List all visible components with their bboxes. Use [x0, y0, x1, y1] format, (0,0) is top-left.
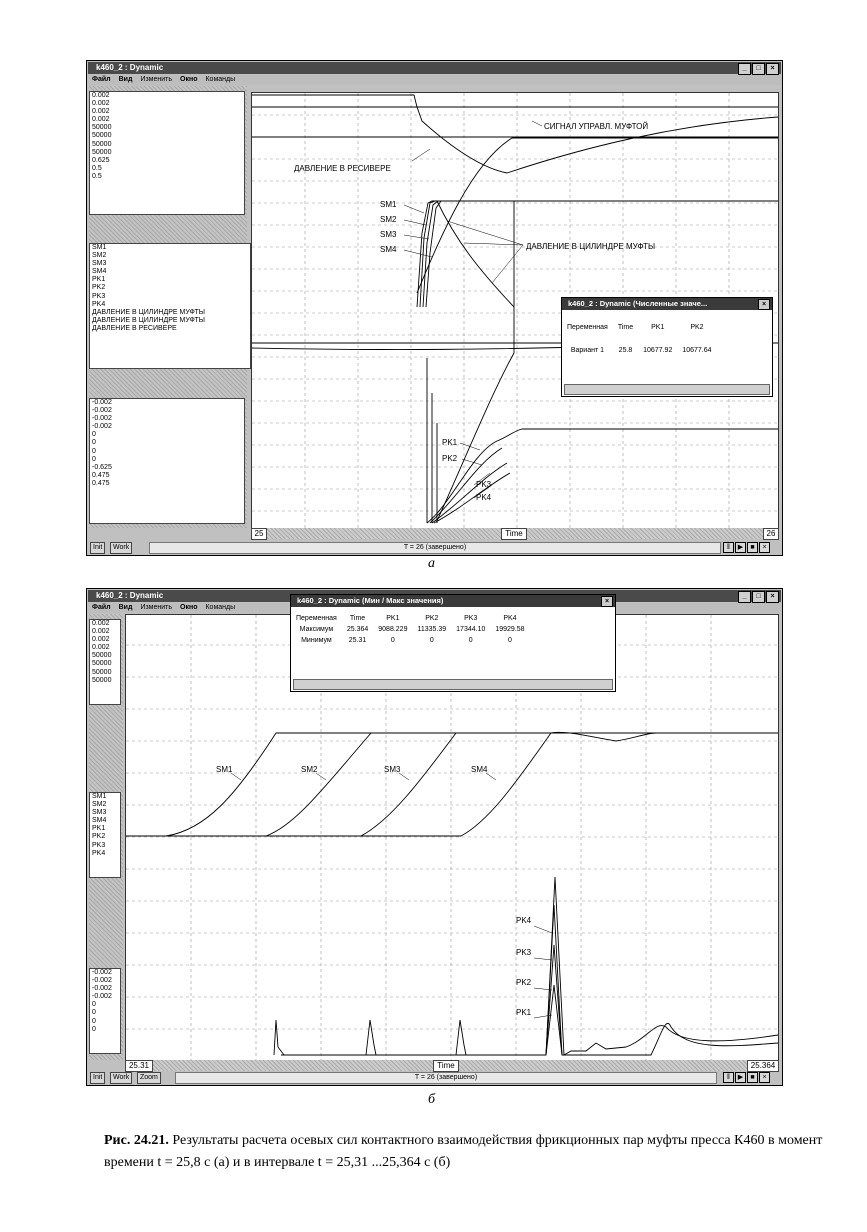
window-a-title: k460_2 : Dynamic — [96, 63, 164, 72]
label-cylinder: ДАВЛЕНИЕ В ЦИЛИНДРЕ МУФТЫ — [526, 242, 656, 251]
window-a-titlebar[interactable] — [88, 62, 781, 74]
table-cell: 0 — [468, 637, 473, 644]
window-b-title: k460_2 : Dynamic — [96, 591, 164, 600]
maximize-icon[interactable]: □ — [752, 591, 765, 603]
sm3-curve — [266, 733, 456, 836]
menu-window[interactable]: Окно — [180, 76, 198, 83]
list-item: 0.002 — [92, 636, 110, 644]
table-header: PK2 — [425, 615, 439, 622]
sm1-curve — [126, 733, 778, 836]
list-item: -0.002 — [92, 423, 112, 431]
list-item: 0.5 — [92, 172, 102, 180]
table-cell: 25.364 — [346, 626, 369, 633]
table-header: PK3 — [464, 615, 478, 622]
curves — [126, 732, 778, 1055]
list-item: 0.475 — [92, 471, 110, 479]
dialog-horizontal-scrollbar[interactable] — [293, 679, 613, 690]
table-cell: 10677.92 — [643, 347, 673, 354]
list-item: -0.625 — [92, 463, 112, 471]
menu-edit[interactable]: Изменить — [140, 76, 173, 83]
pk4-curve — [434, 473, 510, 523]
play-icon[interactable]: ▶ — [735, 542, 746, 553]
table-header: PK1 — [386, 615, 400, 622]
table-header: PK1 — [651, 324, 665, 331]
table-cell: 11335.39 — [417, 626, 447, 633]
list-item: 0 — [92, 1025, 96, 1033]
sm2-curve — [166, 733, 371, 836]
figure-caption-text: Результаты расчета осевых сил контактного взаимодействия фрикционных пар муфты пресса К460 в момент времени t = 25,8 с (а) и в интервале t = 25,31 ...25,364 с (б) — [104, 1133, 823, 1170]
list-item: -0.002 — [92, 985, 112, 993]
label-sm3: SM3 — [384, 765, 401, 774]
table-header: Переменная — [567, 324, 608, 331]
list-item: 0.475 — [92, 479, 110, 487]
list-item: 0.002 — [92, 92, 110, 99]
table-header: Time — [617, 324, 634, 331]
init-button[interactable]: Init — [90, 1072, 105, 1084]
list-item: 0.002 — [92, 116, 110, 124]
numeric-values-table — [562, 322, 717, 356]
list-item: 0 — [92, 439, 96, 447]
table-header-row — [291, 613, 530, 624]
list-item: PK1 — [92, 825, 106, 833]
list-item: ДАВЛЕНИЕ В РЕСИВЕРЕ — [92, 324, 177, 332]
table-cell: 25.31 — [348, 637, 367, 644]
figure-caption-label: Рис. 24.21. — [104, 1133, 169, 1148]
leaders — [231, 773, 552, 1018]
label-pk3: PK3 — [516, 948, 532, 957]
axis-title: Time — [433, 1060, 459, 1072]
sm1-curve — [417, 201, 778, 307]
list-item: 50000 — [92, 148, 112, 156]
caption-a: а — [428, 556, 435, 571]
close-icon[interactable]: × — [766, 591, 779, 603]
list-item: 50000 — [92, 660, 112, 668]
list-item: -0.002 — [92, 993, 112, 1001]
list-item: -0.002 — [92, 415, 112, 423]
table-cell: Вариант 1 — [570, 347, 604, 354]
list-item: 50000 — [92, 124, 112, 132]
list-item: -0.002 — [92, 969, 112, 976]
label-pk2: PK2 — [516, 978, 532, 987]
label-pk3: PK3 — [476, 480, 492, 489]
label-sm2: SM2 — [301, 765, 318, 774]
table-header-row — [562, 322, 717, 333]
work-button[interactable]: Work — [110, 542, 132, 554]
label-pk1: PK1 — [442, 438, 458, 447]
pk3-curve — [432, 463, 507, 523]
menu-file[interactable]: Файл — [92, 76, 111, 83]
close-run-icon[interactable]: × — [759, 542, 770, 553]
list-item: 0.002 — [92, 100, 110, 108]
table-row — [562, 345, 717, 356]
list-item: 0 — [92, 1017, 96, 1025]
list-item: 50000 — [92, 676, 112, 684]
list-item: PK3 — [92, 841, 106, 849]
close-run-icon[interactable]: × — [759, 1072, 770, 1083]
list-item: 50000 — [92, 132, 112, 140]
list-item: SM4 — [92, 268, 107, 276]
list-item: 50000 — [92, 668, 112, 676]
close-icon[interactable]: × — [601, 596, 613, 607]
table-cell: 10677.64 — [682, 347, 712, 354]
table-cell: Максимум — [299, 626, 334, 633]
work-button[interactable]: Work — [110, 1072, 132, 1084]
axis-end: 25.364 — [747, 1060, 779, 1072]
table-header: Time — [349, 615, 366, 622]
window-a — [86, 60, 783, 556]
table-row — [291, 635, 530, 646]
time-scroll-row[interactable] — [125, 1060, 779, 1071]
figure-caption — [104, 1130, 844, 1174]
axis-title: Time — [501, 528, 527, 540]
minimize-icon[interactable]: _ — [738, 63, 751, 75]
label-pk2: PK2 — [442, 454, 458, 463]
label-sm4: SM4 — [471, 765, 488, 774]
table-header: Переменная — [296, 615, 337, 622]
caption-b: б — [428, 1092, 436, 1107]
list-item: SM1 — [92, 244, 107, 251]
list-item: 0.5 — [92, 164, 102, 172]
table-row — [562, 333, 717, 345]
table-row — [291, 624, 530, 635]
menu-view[interactable]: Вид — [118, 76, 133, 83]
min-values-list[interactable] — [89, 398, 245, 524]
list-item: -0.002 — [92, 399, 112, 406]
table-cell: 0 — [390, 637, 395, 644]
list-item: 0 — [92, 447, 96, 455]
min-max-dialog-titlebar[interactable] — [291, 595, 615, 607]
dialog-title: k460_2 : Dynamic (Численные значе... — [568, 299, 708, 308]
variable-names-list[interactable] — [89, 243, 251, 369]
numeric-values-dialog[interactable] — [561, 297, 773, 397]
label-sm4: SM4 — [380, 245, 397, 254]
pk-spike-3 — [456, 1020, 466, 1055]
sm4-curve — [361, 732, 656, 836]
pk-spike-1 — [274, 1020, 284, 1055]
max-values-list[interactable] — [89, 91, 245, 215]
menu-commands[interactable]: Команды — [205, 76, 236, 83]
play-icon[interactable]: ▶ — [735, 1072, 746, 1083]
window-b — [86, 588, 783, 1086]
label-signal: СИГНАЛ УПРАВЛ. МУФТОЙ — [544, 122, 649, 131]
menu-window[interactable]: Окно — [180, 604, 198, 611]
close-icon[interactable]: × — [766, 63, 779, 75]
pk-spike-2 — [366, 1020, 376, 1055]
list-item: PK1 — [92, 276, 106, 284]
label-sm1: SM1 — [216, 765, 233, 774]
list-item: 50000 — [92, 140, 112, 148]
axis-end: 26 — [763, 528, 779, 540]
min-max-dialog[interactable] — [290, 594, 616, 692]
max-values-list[interactable] — [89, 619, 121, 705]
list-item: ДАВЛЕНИЕ В ЦИЛИНДРЕ МУФТЫ — [92, 316, 205, 324]
pause-icon[interactable]: ‖ — [723, 1072, 734, 1083]
close-icon[interactable]: × — [758, 299, 770, 310]
table-header: PK2 — [690, 324, 704, 331]
table-cell: 17344.10 — [456, 626, 486, 633]
list-item: ДАВЛЕНИЕ В ЦИЛИНДРЕ МУФТЫ — [92, 308, 205, 316]
window-b-left-panel — [89, 614, 123, 1060]
pk1-curve — [281, 985, 778, 1055]
list-item: SM3 — [92, 809, 107, 817]
label-receiver: ДАВЛЕНИЕ В РЕСИВЕРЕ — [294, 164, 391, 173]
table-cell: Минимум — [301, 637, 332, 644]
list-item: SM1 — [92, 793, 107, 800]
list-item: -0.002 — [92, 407, 112, 415]
dialog-title: k460_2 : Dynamic (Мин / Макс значения) — [297, 596, 444, 605]
list-item: 0.002 — [92, 108, 110, 116]
list-item: PK2 — [92, 284, 106, 292]
init-button[interactable]: Init — [90, 542, 105, 554]
menu-file[interactable]: Файл — [92, 604, 111, 611]
maximize-icon[interactable]: □ — [752, 63, 765, 75]
table-cell: 0 — [508, 637, 512, 644]
list-item: 0 — [92, 431, 96, 439]
time-scroll-row[interactable] — [251, 528, 779, 539]
cylinder-line-5 — [437, 201, 514, 521]
label-sm3: SM3 — [380, 230, 397, 239]
list-item: 0 — [92, 455, 96, 463]
list-item: 0.002 — [92, 644, 110, 652]
list-item: 0.002 — [92, 628, 110, 636]
axis-start: 25 — [251, 528, 267, 540]
pk-vertical — [427, 358, 437, 523]
min-values-list[interactable] — [89, 968, 121, 1054]
window-a-left-panel — [89, 86, 247, 528]
list-item: PK4 — [92, 300, 106, 308]
cylinder-curve — [417, 138, 778, 293]
label-pk4: PK4 — [516, 916, 532, 925]
numeric-values-dialog-titlebar[interactable] — [562, 298, 772, 310]
table-cell: 25.8 — [618, 347, 633, 354]
table-cell: 0 — [429, 637, 434, 644]
table-cell: 9088.229 — [378, 626, 408, 633]
zoom-button[interactable]: Zoom — [137, 1072, 161, 1084]
stop-icon[interactable]: ■ — [747, 542, 758, 553]
table-header: PK4 — [503, 615, 517, 622]
list-item: 0.002 — [92, 620, 110, 627]
label-sm1: SM1 — [380, 200, 397, 209]
min-max-table — [291, 613, 530, 646]
label-pk4: PK4 — [476, 493, 492, 502]
list-item: SM4 — [92, 817, 107, 825]
list-item: PK4 — [92, 849, 106, 857]
axis-start: 25.31 — [125, 1060, 153, 1072]
menu-view[interactable]: Вид — [118, 604, 133, 611]
list-item: PK3 — [92, 292, 106, 300]
dialog-horizontal-scrollbar[interactable] — [564, 384, 770, 395]
list-item: 0 — [92, 1001, 96, 1009]
leaders — [404, 121, 542, 498]
menu-edit[interactable]: Изменить — [140, 604, 173, 611]
list-item: SM2 — [92, 252, 107, 260]
list-item: 0 — [92, 1009, 96, 1017]
list-item: -0.002 — [92, 977, 112, 985]
pause-icon[interactable]: ‖ — [723, 542, 734, 553]
menu-commands[interactable]: Команды — [205, 604, 236, 611]
stop-icon[interactable]: ■ — [747, 1072, 758, 1083]
list-item: SM3 — [92, 260, 107, 268]
status-bar: T = 26 (завершено) — [175, 1072, 717, 1084]
list-item: PK2 — [92, 833, 106, 841]
minimize-icon[interactable]: _ — [738, 591, 751, 603]
variable-names-list[interactable] — [89, 792, 121, 878]
list-item: 50000 — [92, 652, 112, 660]
list-item: 0.625 — [92, 156, 110, 164]
label-sm2: SM2 — [380, 215, 397, 224]
label-pk1: PK1 — [516, 1008, 532, 1017]
window-a-menubar — [88, 75, 781, 85]
pk1-curve — [427, 429, 778, 523]
cylinder-line-4 — [252, 347, 582, 350]
table-cell: 19929.58 — [495, 626, 525, 633]
list-item: SM2 — [92, 801, 107, 809]
status-bar: T = 26 (завершено) — [149, 542, 721, 554]
